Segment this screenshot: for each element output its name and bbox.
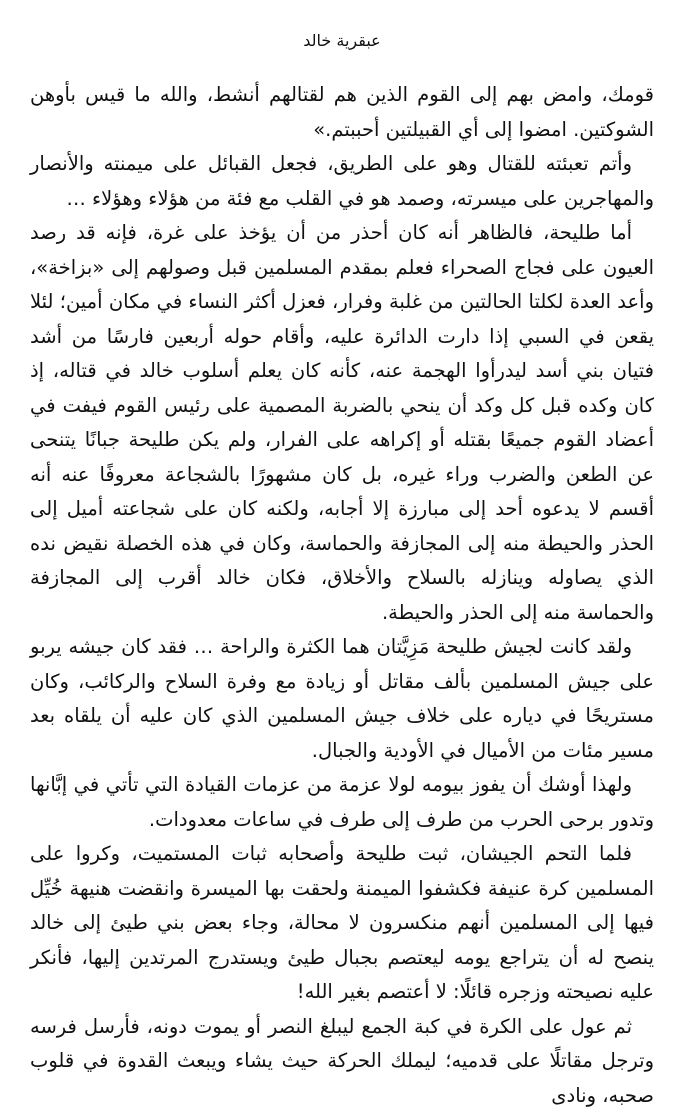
running-header: عبقرية خالد	[30, 30, 654, 52]
paragraph: وأتم تعبئته للقتال وهو على الطريق، فجعل القبائل على ميمنته والأنصار والمهاجرين على ميسرته، وصمد هو في القلب مع فئة من هؤلاء وهؤلاء …	[30, 147, 654, 216]
paragraph: ولهذا أوشك أن يفوز بيومه لولا عزمة من عزمات القيادة التي تأتي في إبَّانها وتدور برحى الحرب من طرف إلى طرف في ساعات معدودات.	[30, 768, 654, 837]
paragraph: ولقد كانت لجيش طليحة مَزِيَّتان هما الكثرة والراحة … فقد كان جيشه يربو على جيش المسلمين بألف مقاتل أو زيادة مع وفرة السلاح والركائب، وكان مستريحًا في دياره على خلاف جيش المسلمين الذي كان عليه أن يلقاه بعد مسير مئات من الأميال في الأودية والجبال.	[30, 630, 654, 768]
paragraph: فلما التحم الجيشان، ثبت طليحة وأصحابه ثبات المستميت، وكروا على المسلمين كرة عنيفة فكشفوا الميمنة ولحقت بها الميسرة وانقضت هنيهة خُيِّل فيها إلى المسلمين أنهم منكسرون لا محالة، وجاء بعض بني طيئ إلى خالد ينصح له أن يتراجع يومه ليعتصم بجبال طيئ ويستدرج المرتدين إليها، فأنكر عليه نصيحته وزجره قائلًا: لا أعتصم بغير الله!	[30, 837, 654, 1010]
paragraph: ثم عول على الكرة في كبة الجمع ليبلغ النصر أو يموت دونه، فأرسل فرسه وترجل مقاتلًا على قدميه؛ ليملك الحركة حيث يشاء ويبعث القدوة في قلوب صحبه، ونادى	[30, 1010, 654, 1113]
paragraph-continued: قومك، وامض بهم إلى القوم الذين هم لقتالهم أنشط، والله ما قيس بأوهن الشوكتين. امضوا إلى أي القبيلتين أحببتم.»	[30, 78, 654, 147]
page-body	[30, 78, 654, 1113]
paragraph: أما طليحة، فالظاهر أنه كان أحذر من أن يؤخذ على غرة، فإنه قد رصد العيون على فجاج الصحراء فعلم بمقدم المسلمين قبل وصولهم إلى «بزاخة»، وأعد العدة لكلتا الحالتين من غلبة وفرار، فعزل أكثر النساء في مكان أمين؛ لئلا يقعن في السبي إذا دارت الدائرة عليه، وأقام حوله أربعين فارسًا من أشد فتيان بني أسد ليدرأوا الهجمة عنه، كأنه كان يعلم أسلوب خالد في قتاله، إذ كان وكده قبل كل وكد أن ينحي بالضربة المصمية على رئيس القوم فيفت في أعضاد القوم جميعًا بقتله أو إكراهه على الفرار، ولم يكن طليحة جبانًا يتنحى عن الطعن والضرب وراء غيره، بل كان مشهورًا بالشجاعة معروفًا عنه أنه أقسم لا يدعوه أحد إلى مبارزة إلا أجابه، ولكنه كان على شجاعته أميل إلى الحذر والحيطة منه إلى المجازفة والحماسة، وكان في هذه الخصلة نقيض نده الذي يصاوله وينازله بالسلاح والأخلاق، فكان خالد أقرب إلى المجازفة والحماسة منه إلى الحذر والحيطة.	[30, 216, 654, 630]
